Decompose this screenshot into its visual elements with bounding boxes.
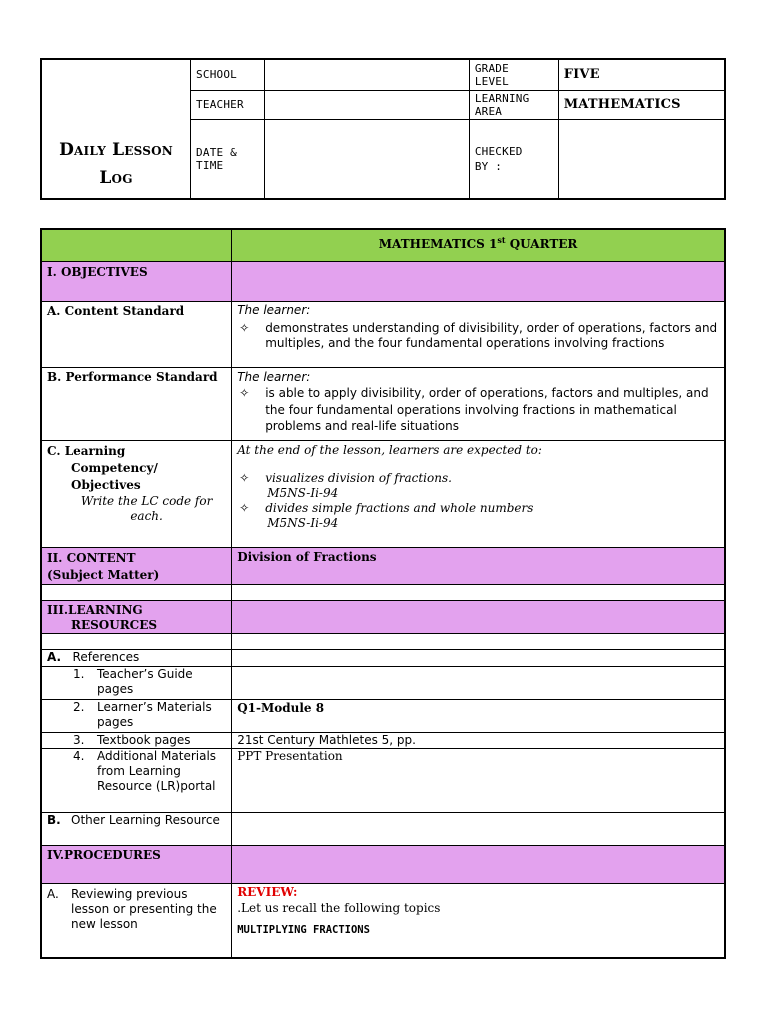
other-resource-label: B. Other Learning Resource	[41, 812, 232, 845]
school-field[interactable]	[264, 59, 469, 90]
objectives-value	[232, 261, 725, 301]
diamond-bullet-icon: ✧	[239, 386, 250, 400]
diamond-bullet-icon: ✧	[239, 470, 250, 485]
objectives-label: I. OBJECTIVES	[41, 261, 232, 301]
grade-level-label: GRADE LEVEL	[469, 59, 558, 90]
blank-row-cell	[232, 584, 725, 600]
content-label: II. CONTENT (Subject Matter)	[41, 547, 232, 584]
teacher-label: TEACHER	[191, 90, 265, 119]
diamond-bullet-icon: ✧	[239, 500, 250, 515]
blank-row-cell	[41, 633, 232, 649]
procedures-label: IV.PROCEDURES	[41, 845, 232, 883]
content-standard-value: The learner: ✧ demonstrates understanding of divisibility, order of operations, factors and multiples, and the four fundamental operations involving fractions	[232, 301, 725, 367]
review-step-label: A. Reviewing previous lesson or presenting the new lesson	[41, 883, 232, 958]
teachers-guide-value	[232, 666, 725, 699]
performance-standard-label: B. Performance Standard	[41, 367, 232, 440]
performance-standard-value: The learner: ✧ is able to apply divisibility, order of operations, factors and multiples, and the four fundamental operations involving fractions in mathematical problems and real-life situations	[232, 367, 725, 440]
references-value	[232, 649, 725, 666]
grade-level-value: FIVE	[558, 59, 725, 90]
checked-by-label: CHECKED BY :	[469, 119, 558, 199]
quarter-blank-cell	[41, 229, 232, 261]
learning-area-value: MATHEMATICS	[558, 90, 725, 119]
learning-area-label: LEARNING AREA	[469, 90, 558, 119]
review-text: .Let us recall the following topics	[237, 900, 441, 915]
date-time-field[interactable]	[264, 119, 469, 199]
textbook-value: 21st Century Mathletes 5, pp.	[232, 732, 725, 748]
learners-materials-label: 2. Learner’s Materials pages	[41, 699, 232, 732]
learning-resources-label: III.LEARNING RESOURCES	[41, 600, 232, 633]
checked-by-field[interactable]	[558, 119, 725, 199]
references-label: A. References	[41, 649, 232, 666]
document-title: Daily Lesson Log	[41, 59, 191, 199]
school-label: SCHOOL	[191, 59, 265, 90]
blank-row-cell	[41, 584, 232, 600]
header-table	[40, 58, 726, 200]
teachers-guide-label: 1. Teacher’s Guide pages	[41, 666, 232, 699]
learning-resources-value	[232, 600, 725, 633]
additional-materials-label: 4. Additional Materials from Learning Resource (LR)portal	[41, 748, 232, 812]
review-step-value	[232, 883, 725, 958]
blank-row-cell	[232, 633, 725, 649]
competency-label: C. Learning Competency/ Objectives Write the LC code for each.	[41, 440, 232, 547]
other-resource-value	[232, 812, 725, 845]
content-value: Division of Fractions	[232, 547, 725, 584]
learners-materials-value: Q1-Module 8	[232, 699, 725, 732]
teacher-field[interactable]	[264, 90, 469, 119]
quarter-heading: MATHEMATICS 1st QUARTER	[232, 229, 725, 261]
lesson-table	[40, 228, 726, 959]
textbook-label: 3. Textbook pages	[41, 732, 232, 748]
diamond-bullet-icon: ✧	[239, 320, 250, 335]
review-topic: MULTIPLYING FRACTIONS	[237, 923, 370, 936]
date-time-label: DATE & TIME	[191, 119, 265, 199]
content-standard-label: A. Content Standard	[41, 301, 232, 367]
procedures-value	[232, 845, 725, 883]
additional-materials-value: PPT Presentation	[232, 748, 725, 812]
competency-value: At the end of the lesson, learners are expected to: ✧ visualizes division of fractions. M5NS-Ii-94 ✧ divides simple fractions and whole numbers M5NS-Ii-94	[232, 440, 725, 547]
review-heading: REVIEW:	[237, 884, 298, 899]
